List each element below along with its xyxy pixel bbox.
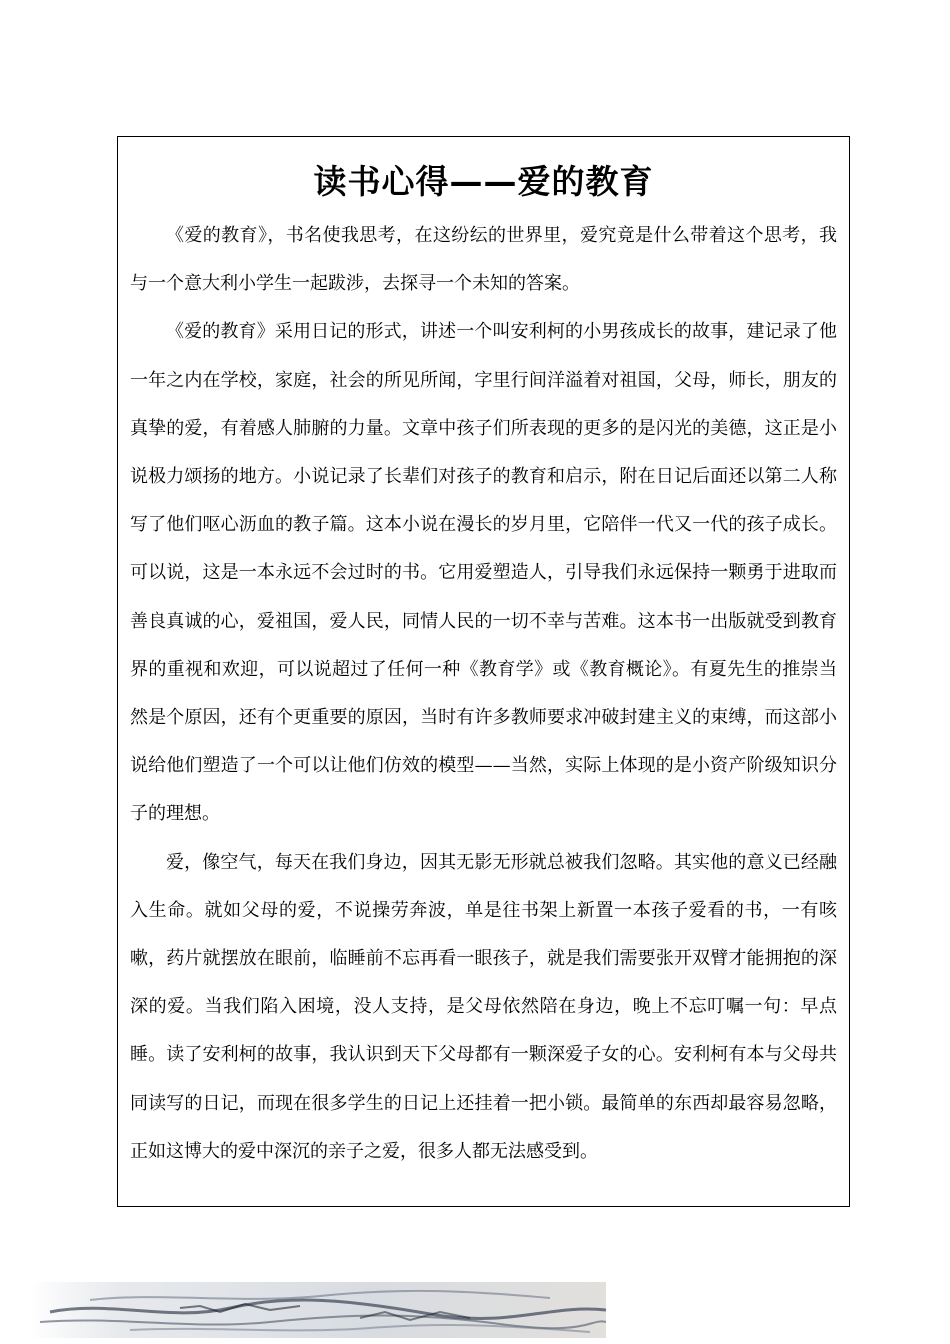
document-body: [130, 212, 837, 1176]
decorative-scan-strip: [30, 1282, 606, 1338]
paragraph-3: 爱，像空气，每天在我们身边，因其无影无形就总被我们忽略。其实他的意义已经融入生命。就如父母的爱，不说操劳奔波，单是往书架上新置一本孩子爱看的书，一有咳嗽，药片就摆放在眼前，临睡前不忘再看一眼孩子，就是我们需要张开双臂才能拥抱的深深的爱。当我们陷入困境，没人支持，是父母依然陪在身边，晚上不忘叮嘱一句：早点睡。读了安利柯的故事，我认识到天下父母都有一颗深爱子女的心。安利柯有本与父母共同读写的日记，而现在很多学生的日记上还挂着一把小锁。最简单的东西却最容易忽略，正如这博大的爱中深沉的亲子之爱，很多人都无法感受到。: [130, 851, 837, 1162]
document-frame: [117, 136, 850, 1207]
paragraph-2: 《爱的教育》采用日记的形式，讲述一个叫安利柯的小男孩成长的故事，建记录了他一年之内在学校，家庭，社会的所见所闻，字里行间洋溢着对祖国，父母，师长，朋友的真挚的爱，有着感人肺腑的力量。文章中孩子们所表现的更多的是闪光的美德，这正是小说极力颂扬的地方。小说记录了长辈们对孩子的教育和启示，附在日记后面还以第二人称写了他们呕心沥血的教子篇。这本小说在漫长的岁月里，它陪伴一代又一代的孩子成长。可以说，这是一本永远不会过时的书。它用爱塑造人，引导我们永远保持一颗勇于进取而善良真诚的心，爱祖国，爱人民，同情人民的一切不幸与苦难。这本书一出版就受到教育界的重视和欢迎，可以说超过了任何一种《教育学》或《教育概论》。有夏先生的推崇当然是个原因，还有个更重要的原因，当时有许多教师要求冲破封建主义的束缚，而这部小说给他们塑造了一个可以让他们仿效的模型——当然，实际上体现的是小资产阶级知识分子的理想。: [130, 321, 837, 825]
document-title: 读书心得——爱的教育: [313, 162, 654, 201]
paragraph-1: 《爱的教育》，书名使我思考，在这纷纭的世界里，爱究竟是什么带着这个思考，我与一个意大利小学生一起跋涉，去探寻一个未知的答案。: [130, 225, 837, 295]
